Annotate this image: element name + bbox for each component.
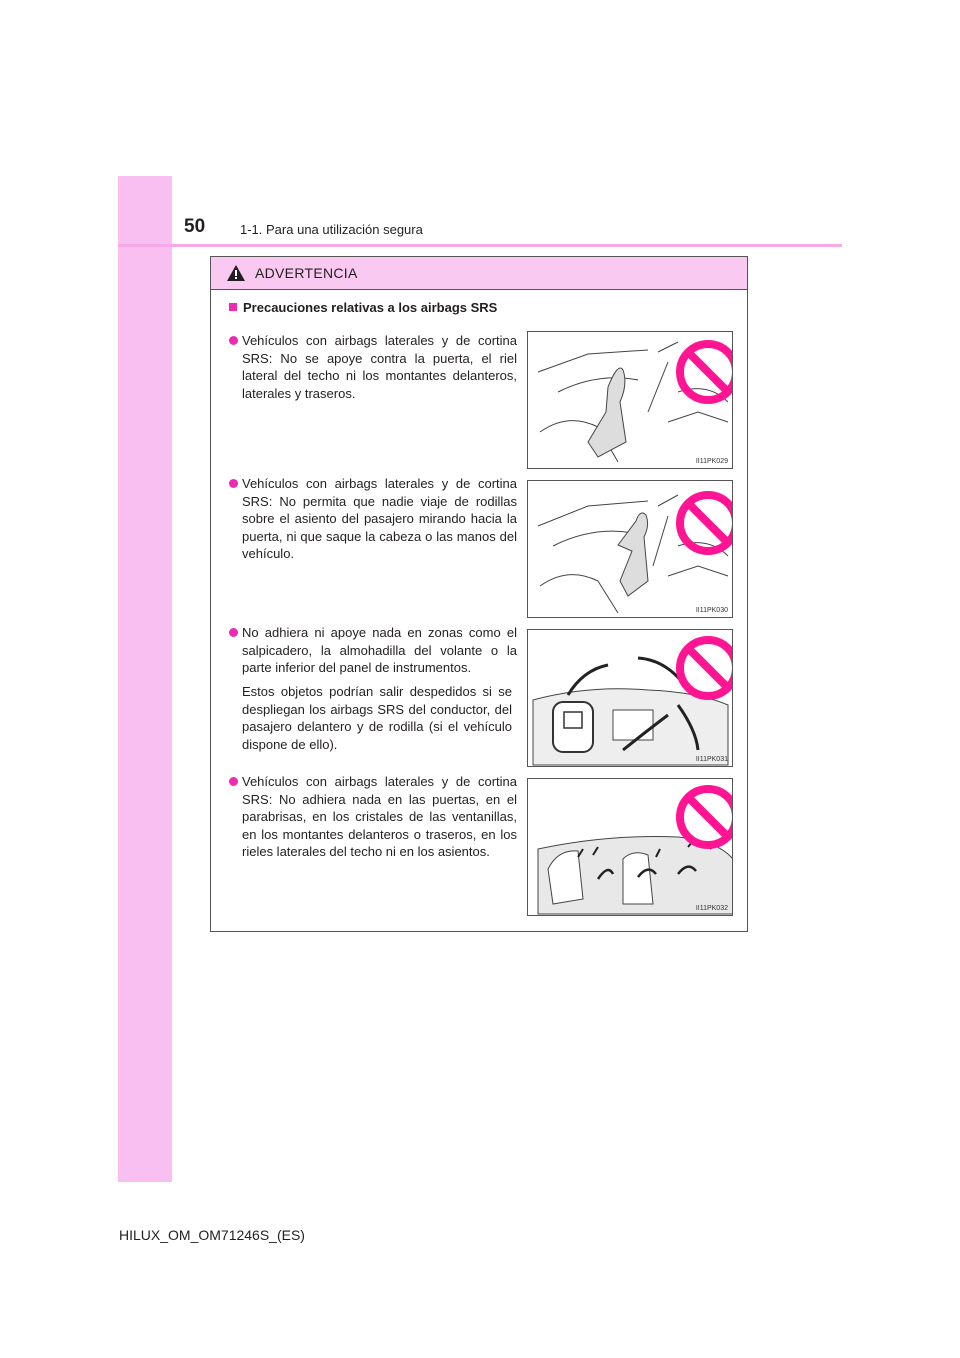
image-code: II11PK031 bbox=[695, 756, 728, 763]
section-heading-text: Precauciones relativas a los airbags SRS bbox=[243, 300, 498, 315]
image-code: II11PK032 bbox=[695, 905, 728, 912]
list-item-text: No adhiera ni apoye nada en zonas como el salpicadero, la almohadilla del volante o la parte inferior del panel de instrumentos. bbox=[242, 625, 517, 676]
image-code: II11PK030 bbox=[695, 607, 728, 614]
bullet-icon bbox=[229, 628, 238, 637]
square-bullet-icon bbox=[229, 303, 237, 311]
side-tab bbox=[118, 176, 172, 1182]
warning-triangle-icon bbox=[227, 265, 245, 281]
warning-title: ADVERTENCIA bbox=[255, 265, 358, 281]
section-heading bbox=[229, 300, 497, 315]
illustration-kneeling bbox=[527, 480, 733, 618]
bullet-icon bbox=[229, 336, 238, 345]
warning-header bbox=[211, 257, 747, 290]
list-item-note: Estos objetos podrían salir despedidos si se despliegan los airbags SRS del conductor, del pasajero delantero y de rodilla (si el vehículo dispone de ello). bbox=[242, 684, 512, 752]
list-item-text: Vehículos con airbags laterales y de cortina SRS: No adhiera nada en las puertas, en el parabrisas, en los cristales de las ventanillas, en los montantes delanteros o traseros, en los rieles laterales del techo ni en los asientos. bbox=[242, 774, 517, 860]
bullet-icon bbox=[229, 777, 238, 786]
section-title: 1-1. Para una utilización segura bbox=[240, 222, 423, 237]
list-item-text: Vehículos con airbags laterales y de cortina SRS: No se apoye contra la puerta, el riel lateral del techo ni los montantes delanteros, laterales y traseros. bbox=[242, 333, 517, 401]
list-item bbox=[229, 475, 517, 563]
image-code: II11PK029 bbox=[695, 458, 728, 465]
page-footer: HILUX_OM_OM71246S_(ES) bbox=[119, 1227, 305, 1243]
illustration-lean-door bbox=[527, 331, 733, 469]
list-item bbox=[229, 332, 517, 402]
header-rule bbox=[118, 244, 842, 247]
list-item-text: Vehículos con airbags laterales y de cortina SRS: No permita que nadie viaje de rodillas sobre el asiento del pasajero mirando hacia la puerta, ni que saque la cabeza o las manos del vehículo. bbox=[242, 476, 517, 562]
illustration-cabin bbox=[527, 778, 733, 916]
illustration-dashboard bbox=[527, 629, 733, 767]
warning-box bbox=[210, 256, 748, 932]
list-item bbox=[229, 773, 517, 861]
page-number: 50 bbox=[184, 216, 206, 237]
list-item bbox=[229, 624, 517, 677]
bullet-icon bbox=[229, 479, 238, 488]
